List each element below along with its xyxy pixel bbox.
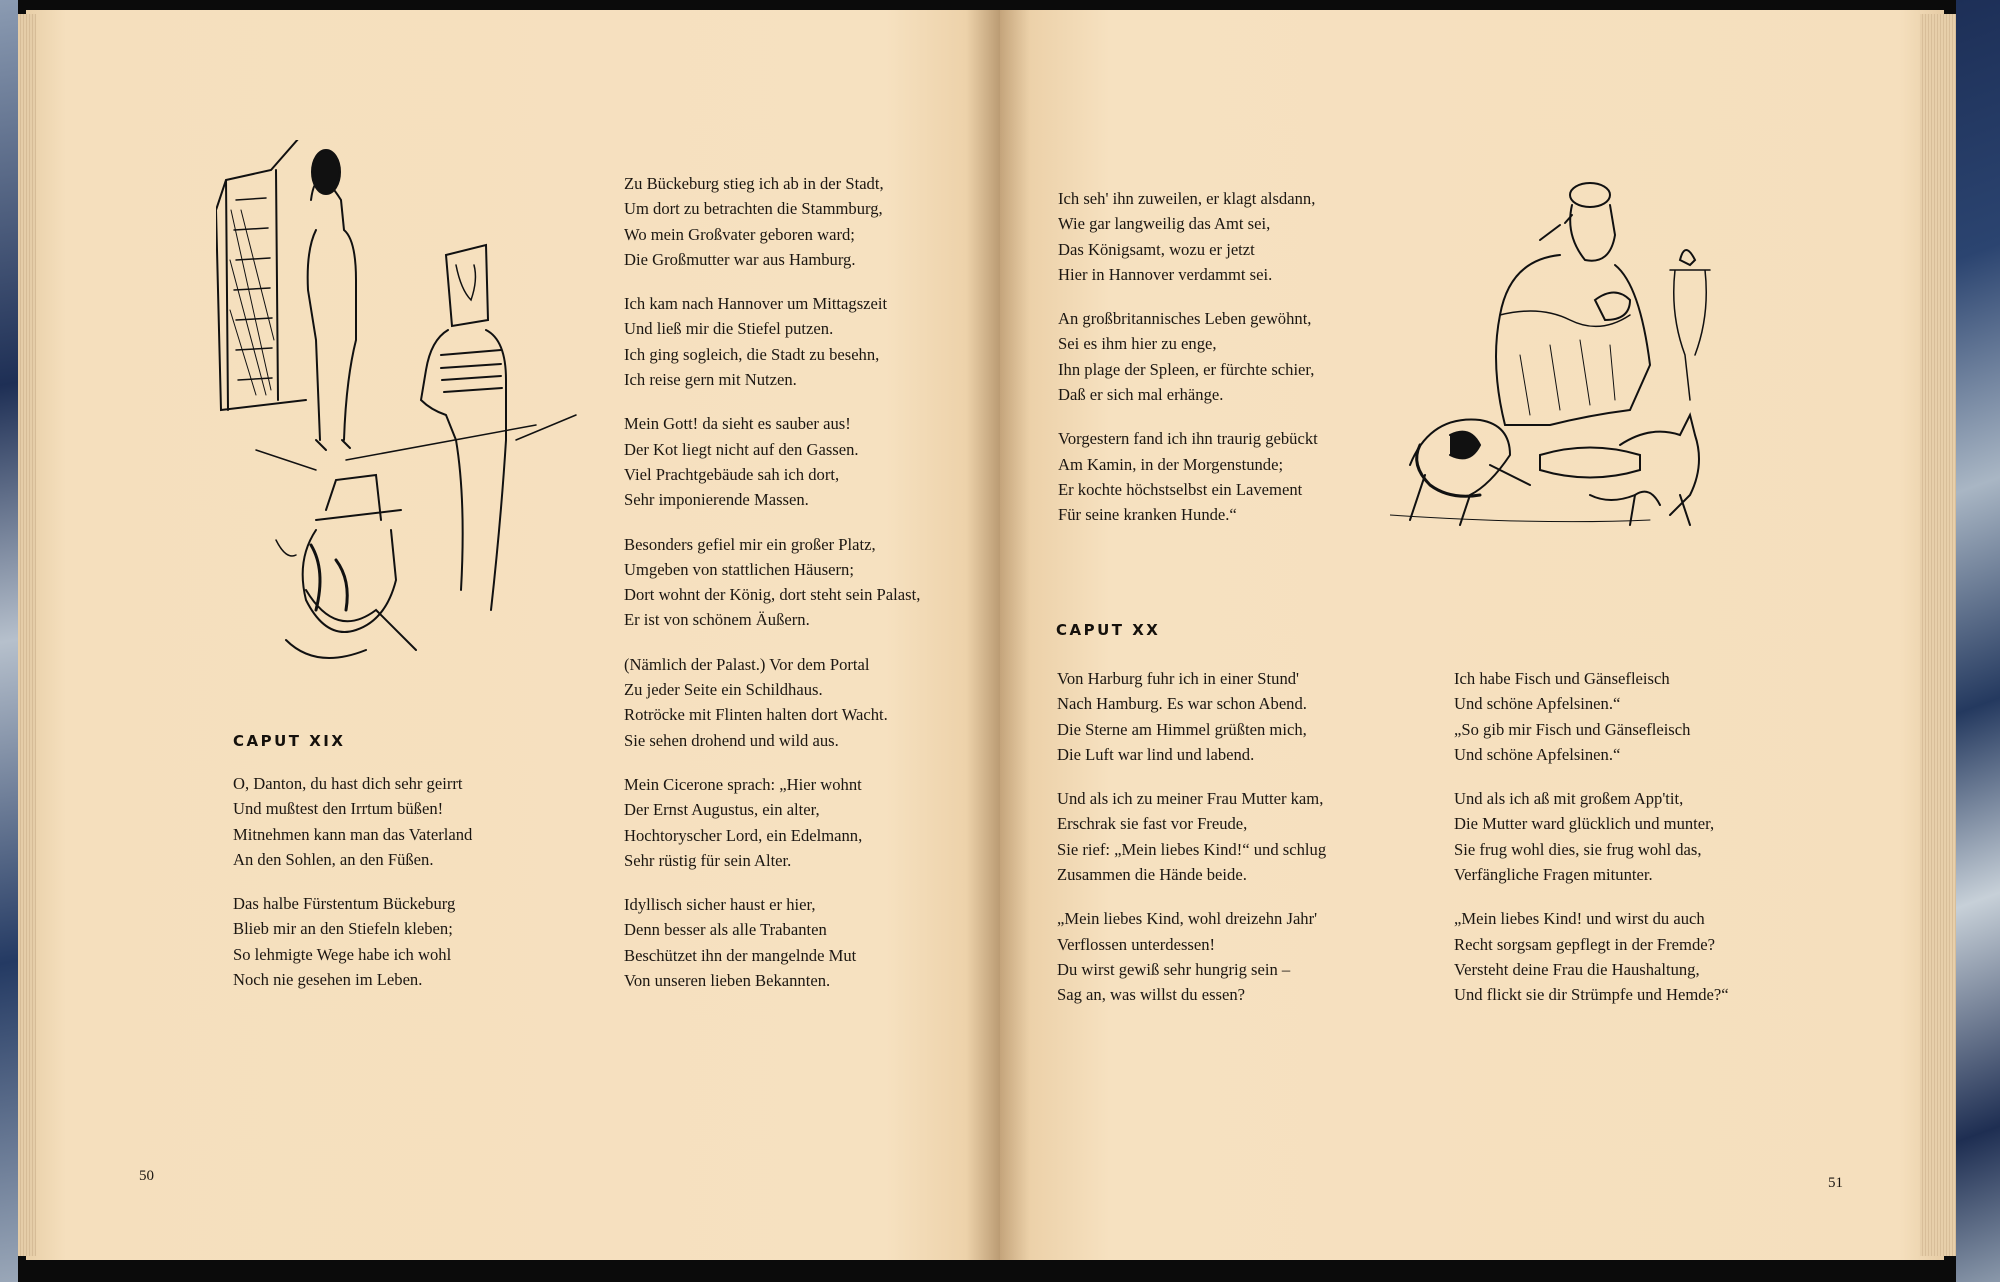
verse-line: Nach Hamburg. Es war schon Abend. — [1057, 694, 1307, 714]
stanza — [624, 411, 920, 512]
verse-line: Die Luft war lind und labend. — [1057, 744, 1255, 764]
right-page — [1000, 10, 1944, 1260]
page-number: 51 — [1828, 1175, 1843, 1191]
verse-line: Er ist von schönem Äußern. — [624, 610, 810, 630]
verse-line: Blieb mir an den Stiefeln kleben; — [233, 919, 453, 939]
verse-line: „Mein liebes Kind! und wirst du auch — [1454, 909, 1705, 929]
page-edge-left — [18, 14, 36, 1256]
stanza — [1454, 666, 1729, 767]
stanza — [1454, 786, 1729, 887]
verse-line: Mitnehmen kann man das Vaterland — [233, 824, 473, 844]
stanza — [624, 171, 920, 272]
verse-line: Um dort zu betrachten die Stammburg, — [624, 199, 883, 219]
verse-line: Der Kot liegt nicht auf den Gassen. — [624, 439, 859, 459]
verse-line: O, Danton, du hast dich sehr geirrt — [233, 774, 463, 793]
caput-heading: CAPUT XIX — [233, 732, 346, 750]
verse-line: Sie rief: „Mein liebes Kind!“ und schlug — [1057, 839, 1327, 859]
stanza — [1058, 186, 1318, 287]
verse-line: Recht sorgsam gepflegt in der Fremde? — [1454, 934, 1715, 954]
verse-line: Sag an, was willst du essen? — [1057, 985, 1246, 1005]
verse-line: Und schöne Apfelsinen.“ — [1454, 694, 1621, 714]
verse-line: (Nämlich der Palast.) Vor dem Portal — [624, 654, 870, 674]
verse-line: Umgeben von stattlichen Häusern; — [624, 559, 854, 579]
verse-line: Am Kamin, in der Morgenstunde; — [1058, 454, 1284, 474]
verse-line: Er kochte höchstselbst ein Lavement — [1058, 479, 1303, 499]
book-cover-right — [1956, 0, 2000, 1282]
verse-line: Und mußtest den Irrtum büßen! — [233, 799, 444, 819]
verse-line: Beschützet ihn der mangelnde Mut — [624, 945, 857, 965]
verse-line: Sehr rüstig für sein Alter. — [624, 850, 792, 870]
caput-heading: CAPUT XX — [1056, 621, 1161, 639]
stanza — [624, 892, 920, 993]
verse-line: Ich reise gern mit Nutzen. — [624, 370, 797, 390]
verse-line: An großbritannisches Leben gewöhnt, — [1058, 309, 1312, 329]
verse-line: Von Harburg fuhr ich in einer Stund' — [1057, 669, 1300, 688]
poem-column-right — [624, 171, 920, 1012]
verse-line: „Mein liebes Kind, wohl dreizehn Jahr' — [1057, 909, 1318, 929]
verse-line: Idyllisch sicher haust er hier, — [624, 895, 816, 915]
verse-line: Und ließ mir die Stiefel putzen. — [624, 319, 834, 339]
stanza — [233, 891, 472, 992]
stanza — [624, 291, 920, 392]
verse-line: Sie sehen drohend und wild aus. — [624, 730, 839, 750]
verse-line: Zusammen die Hände beide. — [1057, 865, 1247, 885]
poem-column-left — [233, 771, 472, 1011]
stanza — [1057, 786, 1326, 887]
verse-line: Die Mutter ward glücklich und munter, — [1454, 814, 1715, 834]
stanza — [233, 771, 472, 872]
verse-line: Ich ging sogleich, die Stadt zu besehn, — [624, 344, 880, 364]
verse-line: Viel Prachtgebäude sah ich dort, — [624, 464, 840, 484]
verse-line: Ich habe Fisch und Gänsefleisch — [1454, 669, 1670, 688]
verse-line: Mein Gott! da sieht es sauber aus! — [624, 414, 851, 434]
verse-line: Sie frug wohl dies, sie frug wohl das, — [1454, 839, 1702, 859]
verse-line: Hochtoryscher Lord, ein Edelmann, — [624, 825, 863, 845]
poem-column-top — [1058, 186, 1318, 547]
verse-line: Mein Cicerone sprach: „Hier wohnt — [624, 774, 862, 794]
verse-line: Das Königsamt, wozu er jetzt — [1058, 239, 1255, 259]
verse-line: Das halbe Fürstentum Bückeburg — [233, 894, 456, 914]
verse-line: „So gib mir Fisch und Gänsefleisch — [1454, 719, 1691, 739]
verse-line: Dort wohnt der König, dort steht sein Palast, — [624, 585, 921, 605]
verse-line: So lehmigte Wege habe ich wohl — [233, 944, 452, 964]
verse-line: Ihn plage der Spleen, er fürchte schier, — [1058, 359, 1315, 379]
verse-line: Zu Bückeburg stieg ich ab in der Stadt, — [624, 174, 884, 193]
verse-line: Und flickt sie dir Strümpfe und Hemde?“ — [1454, 985, 1729, 1005]
verse-line: Der Ernst Augustus, ein alter, — [624, 800, 820, 820]
verse-line: Ich seh' ihn zuweilen, er klagt alsdann, — [1058, 189, 1316, 208]
verse-line: Hier in Hannover verdammt sei. — [1058, 264, 1273, 284]
verse-line: Verflossen unterdessen! — [1057, 934, 1216, 954]
verse-line: Ich kam nach Hannover um Mittagszeit — [624, 294, 888, 314]
king-cooking-dogs-illustration — [1390, 165, 1730, 575]
verse-line: Versteht deine Frau die Haushaltung, — [1454, 959, 1700, 979]
verse-line: Rotröcke mit Flinten halten dort Wacht. — [624, 705, 888, 725]
verse-line: An den Sohlen, an den Füßen. — [233, 849, 434, 869]
verse-line: Du wirst gewiß sehr hungrig sein – — [1057, 959, 1291, 979]
stanza — [1057, 666, 1326, 767]
stanza — [624, 772, 920, 873]
verse-line: Daß er sich mal erhänge. — [1058, 385, 1224, 405]
verse-line: Wo mein Großvater geboren ward; — [624, 224, 855, 244]
poem-column-left — [1057, 666, 1326, 1027]
verse-line: Zu jeder Seite ein Schildhaus. — [624, 680, 823, 700]
stanza — [1057, 906, 1326, 1007]
page-number: 50 — [139, 1168, 154, 1184]
verse-line: Und als ich aß mit großem App'tit, — [1454, 789, 1684, 809]
stanza — [1454, 906, 1729, 1007]
verse-line: Besonders gefiel mir ein großer Platz, — [624, 534, 876, 554]
verse-line: Vorgestern fand ich ihn traurig gebückt — [1058, 429, 1318, 449]
book-cover-left — [0, 0, 18, 1282]
page-edge-right — [1920, 14, 1956, 1256]
verse-line: Und als ich zu meiner Frau Mutter kam, — [1057, 789, 1324, 809]
verse-line: Denn besser als alle Trabanten — [624, 920, 827, 940]
verse-line: Sei es ihm hier zu enge, — [1058, 334, 1217, 354]
verse-line: Wie gar langweilig das Amt sei, — [1058, 214, 1271, 234]
poem-column-right — [1454, 666, 1729, 1027]
verse-line: Von unseren lieben Bekannten. — [624, 971, 831, 991]
left-page — [26, 10, 1001, 1260]
verse-line: Noch nie gesehen im Leben. — [233, 970, 423, 990]
stanza — [1058, 306, 1318, 407]
verse-line: Die Sterne am Himmel grüßten mich, — [1057, 719, 1307, 739]
verse-line: Verfängliche Fragen mitunter. — [1454, 865, 1653, 885]
verse-line: Und schöne Apfelsinen.“ — [1454, 744, 1621, 764]
verse-line: Für seine kranken Hunde.“ — [1058, 505, 1237, 525]
verse-line: Sehr imponierende Massen. — [624, 490, 809, 510]
soldiers-sketch-illustration — [216, 140, 616, 670]
stanza — [624, 532, 920, 633]
verse-line: Erschrak sie fast vor Freude, — [1057, 814, 1248, 834]
stanza — [1058, 426, 1318, 527]
verse-line: Die Großmutter war aus Hamburg. — [624, 249, 856, 269]
stanza — [624, 652, 920, 753]
